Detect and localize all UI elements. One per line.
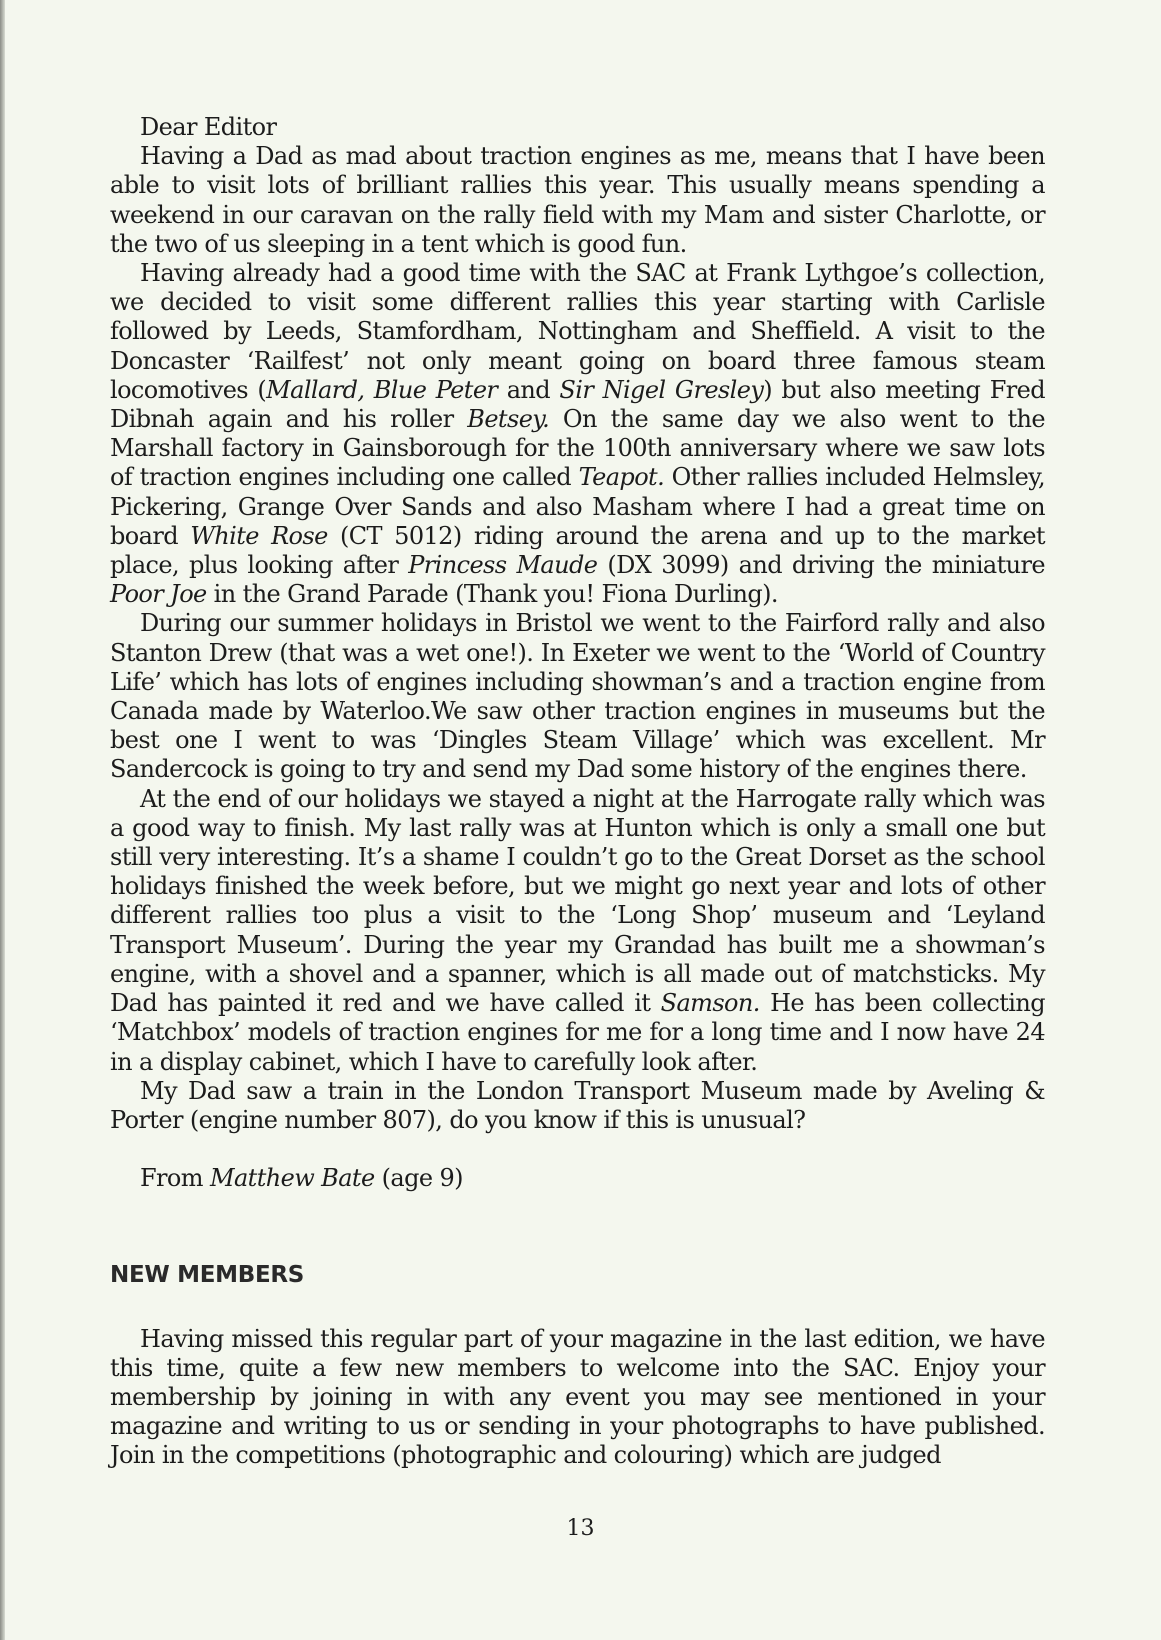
new-members-paragraph: Having missed this regular part of your magazine in the last edition, we have this time, quite a few new members to welcome into the SAC. Enjoy your membership by joining in with any event you may see mentioned in your magazine and writing to us or sending in your photographs to have published. Join in the competitions (photographic and colouring) which are judged — [110, 1324, 1045, 1470]
letter-paragraph-2 — [110, 259, 1045, 609]
page-content — [110, 113, 1045, 1471]
signature-from: From — [140, 1164, 210, 1193]
engine-name: Teapot. — [578, 463, 665, 492]
signature-name: Matthew Bate — [209, 1164, 375, 1193]
text-span: At the end of our holidays we stayed a night at the Harrogate rally which was a good way to finish. My last rally was at Hunton which is only a small one but still very interesting. It’s a shame I couldn’t go to the Great Dorset as the school holidays finished the week before, but we might go next year and lots of other different rallies too plus a visit to the ‘Long Shop’ museum and ‘Leyland Transport Museum’. During the year my Grandad has built me a showman’s engine, with a shovel and a spanner, which is all made out of matchsticks. My Dad has painted it red and we have called it — [110, 784, 1045, 1018]
engine-name: Princess Maude — [408, 551, 598, 580]
text-span: (CT 5012) riding around the arena and up to the market place, plus looking after — [110, 521, 1045, 580]
letter-paragraph-1: Having a Dad as mad about traction engines as me, means that I have been able to visit lots of brilliant rallies this year. This usually means spending a weekend in our caravan on the rally field with my Mam and sister Charlotte, or the two of us sleeping in a tent which is good fun. — [110, 142, 1045, 258]
letter-paragraph-4 — [110, 785, 1045, 1077]
locomotive-names: Mallard, Blue Peter — [266, 375, 498, 404]
model-name: Samson. — [660, 989, 760, 1018]
text-span: On the same day we also went to the Marshall factory in Gainsborough for the 100th anniversary where we saw lots of traction engines including one called — [110, 405, 1045, 492]
text-span: (DX 3099) and driving the miniature — [597, 551, 1045, 580]
page-number: 13 — [566, 1516, 595, 1541]
letter-salutation: Dear Editor — [140, 113, 277, 141]
text-span: and — [497, 375, 560, 404]
text-span: in the Grand Parade (Thank you! Fiona Durling). — [206, 580, 778, 609]
text-span: Other rallies included Helmsley, Pickering, Grange Over Sands and also Masham where I had a great time on board — [110, 463, 1045, 550]
locomotive-name: Sir Nigel Gresley — [559, 375, 764, 404]
text-span: Having already had a good time with the SAC at Frank Lythgoe’s collection, we decided to visit some different rallies this year starting with Carlisle followed by Leeds, Stamfordham, Nottingham and Sheffield. A visit to the Doncaster ‘Railfest’ not only meant going on board three famous steam locomotives ( — [110, 259, 1045, 404]
letter-paragraph-3: During our summer holidays in Bristol we went to the Fairford rally and also Stanton Drew (that was a wet one!). In Exeter we went to the ‘World of Country Life’ which has lots of engines including showman’s and a traction engine from Canada made by Waterloo.We saw other traction engines in museums but the best one I went to was ‘Dingles Steam Village’ which was excellent. Mr Sandercock is going to try and send my Dad some history of the engines there. — [110, 609, 1045, 784]
roller-name: Betsey. — [467, 405, 550, 434]
text-span: He has been collecting ‘Matchbox’ models of traction engines for me for a long time and I now have 24 in a display cabinet, which I have to carefully look after. — [110, 989, 1045, 1076]
letter-paragraph-5: My Dad saw a train in the London Transport Museum made by Aveling & Porter (engine number 807), do you know if this is unusual? — [110, 1076, 1045, 1134]
section-heading-new-members: NEW MEMBERS — [110, 1262, 305, 1289]
page-edge — [0, 0, 5, 1640]
text-span: ) but also meeting Fred Dibnah again and his roller — [110, 375, 1045, 434]
signature-age: (age 9) — [374, 1164, 463, 1193]
letter-signature — [110, 1164, 1045, 1193]
engine-name: White Rose — [190, 521, 328, 550]
engine-name: Poor Joe — [110, 580, 207, 609]
